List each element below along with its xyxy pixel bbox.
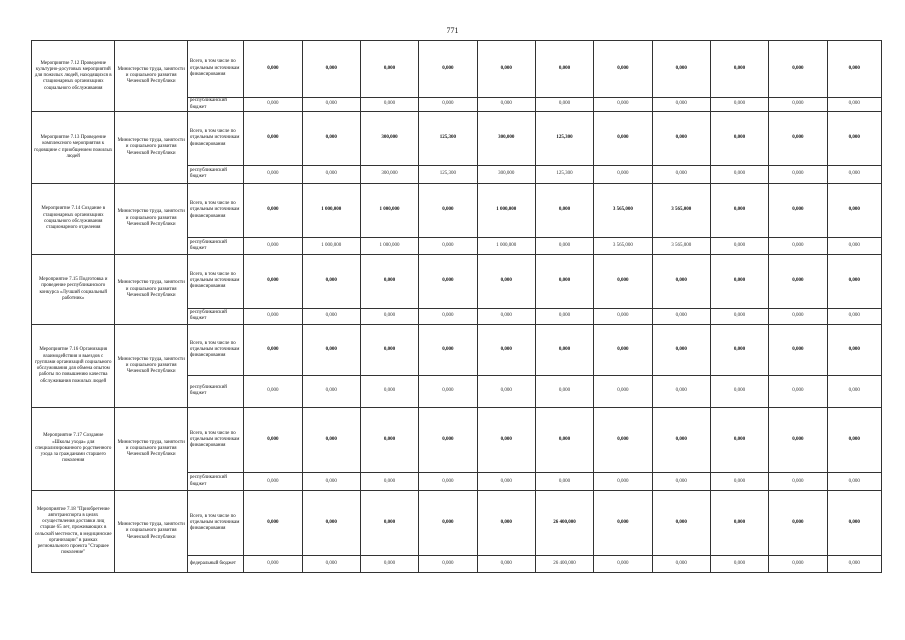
budget-amount-cell: 0,000 xyxy=(827,473,881,491)
total-amount-cell: 1 000,000 xyxy=(360,183,418,238)
budget-amount-cell: 0,000 xyxy=(244,97,302,112)
total-amount-cell: 0,000 xyxy=(594,491,652,556)
total-amount-cell: 0,000 xyxy=(594,325,652,375)
total-amount-cell: 0,000 xyxy=(535,41,593,98)
total-amount-cell: 0,000 xyxy=(477,255,535,309)
budget-amount-cell: 0,000 xyxy=(302,308,360,325)
budget-amount-cell: 0,000 xyxy=(419,308,477,325)
budget-amount-cell: 0,000 xyxy=(710,556,768,573)
budget-amount-cell: 0,000 xyxy=(477,97,535,112)
total-amount-cell: 0,000 xyxy=(769,255,827,309)
budget-amount-cell: 0,000 xyxy=(710,473,768,491)
funding-source-budget-cell: республиканский бюджет xyxy=(187,97,243,112)
total-amount-cell: 0,000 xyxy=(710,408,768,473)
budget-amount-cell: 1 000,000 xyxy=(302,238,360,255)
total-amount-cell: 0,000 xyxy=(244,491,302,556)
total-amount-cell: 0,000 xyxy=(827,408,881,473)
budget-amount-cell: 0,000 xyxy=(419,556,477,573)
total-amount-cell: 0,000 xyxy=(302,41,360,98)
budget-amount-cell: 0,000 xyxy=(769,238,827,255)
budget-amount-cell: 0,000 xyxy=(302,556,360,573)
total-amount-cell: 0,000 xyxy=(360,491,418,556)
total-amount-cell: 0,000 xyxy=(769,112,827,166)
budget-amount-cell: 3 565,000 xyxy=(594,238,652,255)
total-amount-cell: 3 565,000 xyxy=(594,183,652,238)
total-amount-cell: 0,000 xyxy=(535,183,593,238)
budget-amount-cell: 0,000 xyxy=(710,238,768,255)
budget-amount-cell: 0,000 xyxy=(652,165,710,183)
budget-amount-cell: 0,000 xyxy=(244,556,302,573)
budget-amount-cell: 0,000 xyxy=(710,97,768,112)
funding-source-budget-cell: республиканский бюджет xyxy=(187,165,243,183)
total-amount-cell: 300,000 xyxy=(360,112,418,166)
budget-table xyxy=(31,40,882,573)
total-amount-cell: 0,000 xyxy=(710,41,768,98)
budget-amount-cell: 0,000 xyxy=(769,165,827,183)
funding-source-total-cell: Всего, в том числе по отдельным источникам финансирования xyxy=(187,112,243,166)
total-amount-cell: 0,000 xyxy=(827,255,881,309)
total-amount-cell: 26 400,000 xyxy=(535,491,593,556)
funding-source-total-cell: Всего, в том числе по отдельным источникам финансирования xyxy=(187,183,243,238)
budget-amount-cell: 0,000 xyxy=(244,375,302,408)
budget-amount-cell: 0,000 xyxy=(710,165,768,183)
total-amount-cell: 125,300 xyxy=(419,112,477,166)
total-amount-cell: 0,000 xyxy=(769,491,827,556)
total-amount-cell: 1 000,000 xyxy=(302,183,360,238)
total-amount-cell: 0,000 xyxy=(535,408,593,473)
budget-amount-cell: 0,000 xyxy=(535,238,593,255)
total-amount-cell: 0,000 xyxy=(419,408,477,473)
measure-name-cell: Мероприятие 7.15 Подготовка и проведение республиканского конкурса «Лучший социальный работник» xyxy=(32,255,115,325)
measure-name-cell: Мероприятие 7.17 Создание «Школы ухода» для специализированного родственного ухода за гражданами старшего поколения xyxy=(32,408,115,491)
total-amount-cell: 0,000 xyxy=(360,255,418,309)
total-amount-cell: 0,000 xyxy=(769,325,827,375)
budget-amount-cell: 0,000 xyxy=(477,556,535,573)
funding-source-total-cell: Всего, в том числе по отдельным источникам финансирования xyxy=(187,325,243,375)
budget-amount-cell: 0,000 xyxy=(769,308,827,325)
total-amount-cell: 0,000 xyxy=(477,491,535,556)
budget-amount-cell: 0,000 xyxy=(302,97,360,112)
total-amount-cell: 0,000 xyxy=(477,41,535,98)
total-amount-cell: 0,000 xyxy=(827,41,881,98)
budget-amount-cell: 0,000 xyxy=(652,556,710,573)
total-amount-cell: 0,000 xyxy=(244,408,302,473)
total-amount-cell: 0,000 xyxy=(302,112,360,166)
total-amount-cell: 0,000 xyxy=(652,112,710,166)
table-row xyxy=(32,491,882,556)
total-amount-cell: 0,000 xyxy=(535,255,593,309)
table-row xyxy=(32,183,882,238)
measure-name-cell: Мероприятие 7.18 "Приобретение автотранспорта в целях осуществления доставки лиц старше 65 лет, проживающих в сельской местности, в медицинские организации" в рамках регионального проекта "Старшее поколение" xyxy=(32,491,115,573)
budget-amount-cell: 0,000 xyxy=(535,308,593,325)
total-amount-cell: 0,000 xyxy=(827,325,881,375)
total-amount-cell: 0,000 xyxy=(710,183,768,238)
budget-amount-cell: 1 000,000 xyxy=(477,238,535,255)
total-amount-cell: 0,000 xyxy=(360,408,418,473)
total-amount-cell: 0,000 xyxy=(419,325,477,375)
budget-amount-cell: 0,000 xyxy=(594,165,652,183)
total-amount-cell: 0,000 xyxy=(769,41,827,98)
budget-amount-cell: 0,000 xyxy=(594,375,652,408)
total-amount-cell: 0,000 xyxy=(652,408,710,473)
total-amount-cell: 0,000 xyxy=(419,41,477,98)
budget-amount-cell: 0,000 xyxy=(594,97,652,112)
budget-amount-cell: 0,000 xyxy=(652,97,710,112)
total-amount-cell: 0,000 xyxy=(244,112,302,166)
table-row xyxy=(32,325,882,375)
budget-amount-cell: 0,000 xyxy=(244,238,302,255)
total-amount-cell: 0,000 xyxy=(244,255,302,309)
total-amount-cell: 0,000 xyxy=(594,255,652,309)
executor-cell: Министерство труда, занятости и социального развития Чеченской Республики xyxy=(115,255,187,325)
budget-amount-cell: 0,000 xyxy=(360,375,418,408)
funding-source-total-cell: Всего, в том числе по отдельным источникам финансирования xyxy=(187,408,243,473)
measure-name-cell: Мероприятие 7.12 Проведение культурно-досуговых мероприятий для пожилых людей, находящихся в стационарных организациях социального обслуживания xyxy=(32,41,115,112)
budget-amount-cell: 0,000 xyxy=(827,165,881,183)
budget-amount-cell: 0,000 xyxy=(535,97,593,112)
total-amount-cell: 0,000 xyxy=(652,491,710,556)
budget-amount-cell: 0,000 xyxy=(710,375,768,408)
total-amount-cell: 0,000 xyxy=(302,491,360,556)
budget-amount-cell: 0,000 xyxy=(419,97,477,112)
budget-amount-cell: 0,000 xyxy=(244,165,302,183)
budget-amount-cell: 300,000 xyxy=(360,165,418,183)
measure-name-cell: Мероприятие 7.14 Создание в стационарных организациях социального обслуживания стационарного отделения xyxy=(32,183,115,254)
total-amount-cell: 0,000 xyxy=(769,183,827,238)
total-amount-cell: 0,000 xyxy=(710,491,768,556)
executor-cell: Министерство труда, занятости и социального развития Чеченской Республики xyxy=(115,41,187,112)
budget-amount-cell: 0,000 xyxy=(769,375,827,408)
budget-amount-cell: 0,000 xyxy=(302,375,360,408)
budget-amount-cell: 0,000 xyxy=(594,556,652,573)
budget-amount-cell: 0,000 xyxy=(769,473,827,491)
total-amount-cell: 0,000 xyxy=(477,325,535,375)
budget-amount-cell: 0,000 xyxy=(827,308,881,325)
total-amount-cell: 3 565,000 xyxy=(652,183,710,238)
funding-source-total-cell: Всего, в том числе по отдельным источникам финансирования xyxy=(187,491,243,556)
budget-amount-cell: 0,000 xyxy=(360,308,418,325)
executor-cell: Министерство труда, занятости и социального развития Чеченской Республики xyxy=(115,408,187,491)
table-row xyxy=(32,255,882,309)
budget-amount-cell: 0,000 xyxy=(477,473,535,491)
table-row xyxy=(32,112,882,166)
budget-amount-cell: 0,000 xyxy=(652,375,710,408)
total-amount-cell: 0,000 xyxy=(827,112,881,166)
budget-amount-cell: 3 565,000 xyxy=(652,238,710,255)
budget-amount-cell: 26 400,000 xyxy=(535,556,593,573)
budget-amount-cell: 0,000 xyxy=(477,308,535,325)
budget-amount-cell: 0,000 xyxy=(360,556,418,573)
budget-amount-cell: 0,000 xyxy=(827,556,881,573)
executor-cell: Министерство труда, занятости и социального развития Чеченской Республики xyxy=(115,183,187,254)
total-amount-cell: 0,000 xyxy=(594,112,652,166)
total-amount-cell: 300,000 xyxy=(477,112,535,166)
total-amount-cell: 0,000 xyxy=(302,255,360,309)
budget-amount-cell: 300,000 xyxy=(477,165,535,183)
budget-amount-cell: 0,000 xyxy=(594,308,652,325)
budget-amount-cell: 0,000 xyxy=(594,473,652,491)
executor-cell: Министерство труда, занятости и социального развития Чеченской Республики xyxy=(115,325,187,408)
measure-name-cell: Мероприятие 7.16 Организация взаимодействия и выездов с группами организаций социального обслуживания для обмена опытом работы по повышению качества обслуживания пожилых людей xyxy=(32,325,115,408)
funding-source-budget-cell: федеральный бюджет xyxy=(187,556,243,573)
total-amount-cell: 0,000 xyxy=(652,325,710,375)
budget-amount-cell: 0,000 xyxy=(360,473,418,491)
budget-amount-cell: 125,300 xyxy=(535,165,593,183)
total-amount-cell: 0,000 xyxy=(535,325,593,375)
budget-amount-cell: 1 000,000 xyxy=(360,238,418,255)
total-amount-cell: 0,000 xyxy=(302,408,360,473)
total-amount-cell: 0,000 xyxy=(360,41,418,98)
total-amount-cell: 0,000 xyxy=(827,491,881,556)
budget-amount-cell: 125,300 xyxy=(419,165,477,183)
total-amount-cell: 0,000 xyxy=(710,255,768,309)
table-row xyxy=(32,408,882,473)
funding-source-total-cell: Всего, в том числе по отдельным источникам финансирования xyxy=(187,41,243,98)
total-amount-cell: 0,000 xyxy=(594,408,652,473)
budget-amount-cell: 0,000 xyxy=(652,473,710,491)
budget-amount-cell: 0,000 xyxy=(419,473,477,491)
budget-amount-cell: 0,000 xyxy=(827,375,881,408)
executor-cell: Министерство труда, занятости и социального развития Чеченской Республики xyxy=(115,491,187,573)
funding-source-total-cell: Всего, в том числе по отдельным источникам финансирования xyxy=(187,255,243,309)
budget-amount-cell: 0,000 xyxy=(827,238,881,255)
budget-amount-cell: 0,000 xyxy=(652,308,710,325)
budget-amount-cell: 0,000 xyxy=(244,308,302,325)
funding-source-budget-cell: республиканский бюджет xyxy=(187,308,243,325)
budget-amount-cell: 0,000 xyxy=(827,97,881,112)
total-amount-cell: 0,000 xyxy=(652,255,710,309)
total-amount-cell: 0,000 xyxy=(652,41,710,98)
budget-amount-cell: 0,000 xyxy=(419,375,477,408)
budget-amount-cell: 0,000 xyxy=(769,556,827,573)
table-row xyxy=(32,41,882,98)
funding-source-budget-cell: республиканский бюджет xyxy=(187,473,243,491)
total-amount-cell: 0,000 xyxy=(244,41,302,98)
budget-amount-cell: 0,000 xyxy=(302,473,360,491)
total-amount-cell: 0,000 xyxy=(244,325,302,375)
budget-amount-cell: 0,000 xyxy=(769,97,827,112)
total-amount-cell: 0,000 xyxy=(360,325,418,375)
budget-amount-cell: 0,000 xyxy=(477,375,535,408)
total-amount-cell: 0,000 xyxy=(302,325,360,375)
funding-source-budget-cell: республиканский бюджет xyxy=(187,375,243,408)
measure-name-cell: Мероприятие 7.13 Проведение комплексного мероприятия к годовщине с приобщением пожилых людей xyxy=(32,112,115,183)
budget-amount-cell: 0,000 xyxy=(535,473,593,491)
total-amount-cell: 1 000,000 xyxy=(477,183,535,238)
total-amount-cell: 0,000 xyxy=(477,408,535,473)
total-amount-cell: 125,300 xyxy=(535,112,593,166)
budget-amount-cell: 0,000 xyxy=(244,473,302,491)
total-amount-cell: 0,000 xyxy=(710,325,768,375)
page-number: 771 xyxy=(446,26,459,35)
total-amount-cell: 0,000 xyxy=(710,112,768,166)
total-amount-cell: 0,000 xyxy=(419,183,477,238)
total-amount-cell: 0,000 xyxy=(419,491,477,556)
total-amount-cell: 0,000 xyxy=(419,255,477,309)
total-amount-cell: 0,000 xyxy=(827,183,881,238)
budget-amount-cell: 0,000 xyxy=(710,308,768,325)
total-amount-cell: 0,000 xyxy=(769,408,827,473)
funding-source-budget-cell: республиканский бюджет xyxy=(187,238,243,255)
budget-amount-cell: 0,000 xyxy=(360,97,418,112)
budget-amount-cell: 0,000 xyxy=(535,375,593,408)
budget-amount-cell: 0,000 xyxy=(419,238,477,255)
budget-amount-cell: 0,000 xyxy=(302,165,360,183)
total-amount-cell: 0,000 xyxy=(594,41,652,98)
executor-cell: Министерство труда, занятости и социального развития Чеченской Республики xyxy=(115,112,187,183)
total-amount-cell: 0,000 xyxy=(244,183,302,238)
